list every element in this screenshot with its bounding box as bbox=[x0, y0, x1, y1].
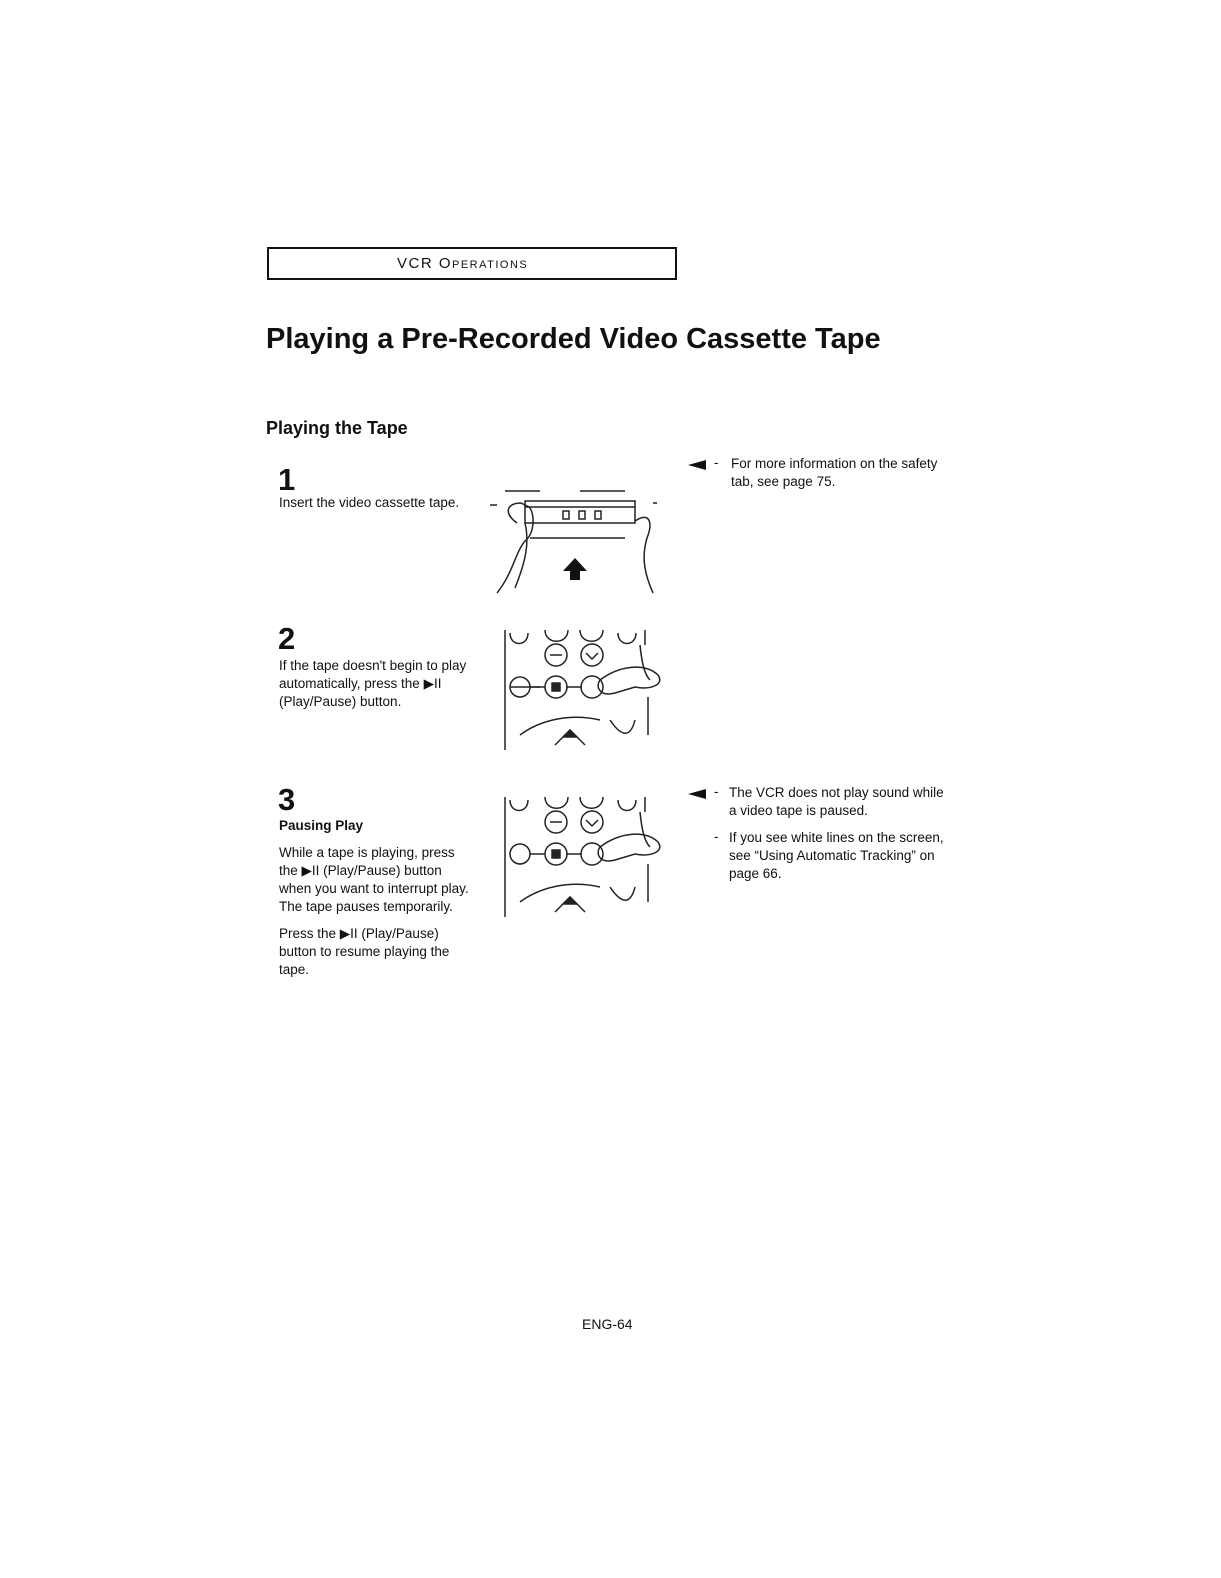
step-2-number: 2 bbox=[278, 621, 296, 656]
step-3-p2-line-3: tape. bbox=[279, 962, 310, 977]
step-3-p1-line-2: the ▶II (Play/Pause) button bbox=[279, 863, 442, 878]
step-2-line-2: automatically, press the ▶II bbox=[279, 676, 442, 691]
insert-arrow-icon bbox=[563, 558, 587, 580]
step-2-text bbox=[279, 657, 479, 711]
section-header bbox=[267, 247, 677, 280]
note-1 bbox=[731, 455, 971, 491]
step-2-line-3: (Play/Pause) button. bbox=[279, 694, 402, 709]
section-label: VCR Operations bbox=[397, 255, 529, 272]
note-arrow-icon bbox=[688, 460, 706, 470]
note-2-item-1-line-1: The VCR does not play sound while bbox=[729, 785, 944, 800]
note-2-item-1-line-2: a video tape is paused. bbox=[729, 803, 868, 818]
step-1-text: Insert the video cassette tape. bbox=[279, 495, 460, 510]
step-2-line-1: If the tape doesn't begin to play bbox=[279, 658, 467, 673]
step-3-p1-line-4: The tape pauses temporarily. bbox=[279, 899, 453, 914]
page-title: Playing a Pre-Recorded Video Cassette Tape bbox=[266, 323, 881, 355]
step-3-paragraph-2 bbox=[279, 925, 479, 979]
remote-play-pause-illustration-2 bbox=[500, 792, 670, 922]
note-1-line-2: tab, see page 75. bbox=[731, 474, 836, 489]
note-3-dash: - bbox=[714, 829, 719, 844]
note-1-dash: - bbox=[714, 455, 719, 470]
note-1-line-1: For more information on the safety bbox=[731, 456, 938, 471]
step-3-p1-line-3: when you want to interrupt play. bbox=[279, 881, 469, 896]
note-2-dash: - bbox=[714, 784, 719, 799]
note-arrow-icon bbox=[688, 789, 706, 799]
cassette-insert-illustration bbox=[485, 483, 665, 598]
note-2-item-2-line-1: If you see white lines on the screen, bbox=[729, 830, 944, 845]
step-3-p1-line-1: While a tape is playing, press bbox=[279, 845, 455, 860]
note-2-item-1 bbox=[729, 784, 974, 820]
step-3-paragraph-1 bbox=[279, 844, 479, 916]
step-3-heading: Pausing Play bbox=[279, 818, 364, 833]
step-3-number: 3 bbox=[278, 782, 296, 817]
note-2-item-2 bbox=[729, 829, 974, 883]
remote-play-pause-illustration-1 bbox=[500, 625, 670, 755]
note-2-item-2-line-3: page 66. bbox=[729, 866, 782, 881]
step-1-number: 1 bbox=[278, 462, 296, 497]
page-number: ENG-64 bbox=[582, 1316, 633, 1332]
note-2-item-2-line-2: see “Using Automatic Tracking” on bbox=[729, 848, 935, 863]
step-3-p2-line-2: button to resume playing the bbox=[279, 944, 450, 959]
step-3-p2-line-1: Press the ▶II (Play/Pause) bbox=[279, 926, 439, 941]
section-subtitle: Playing the Tape bbox=[266, 418, 408, 438]
